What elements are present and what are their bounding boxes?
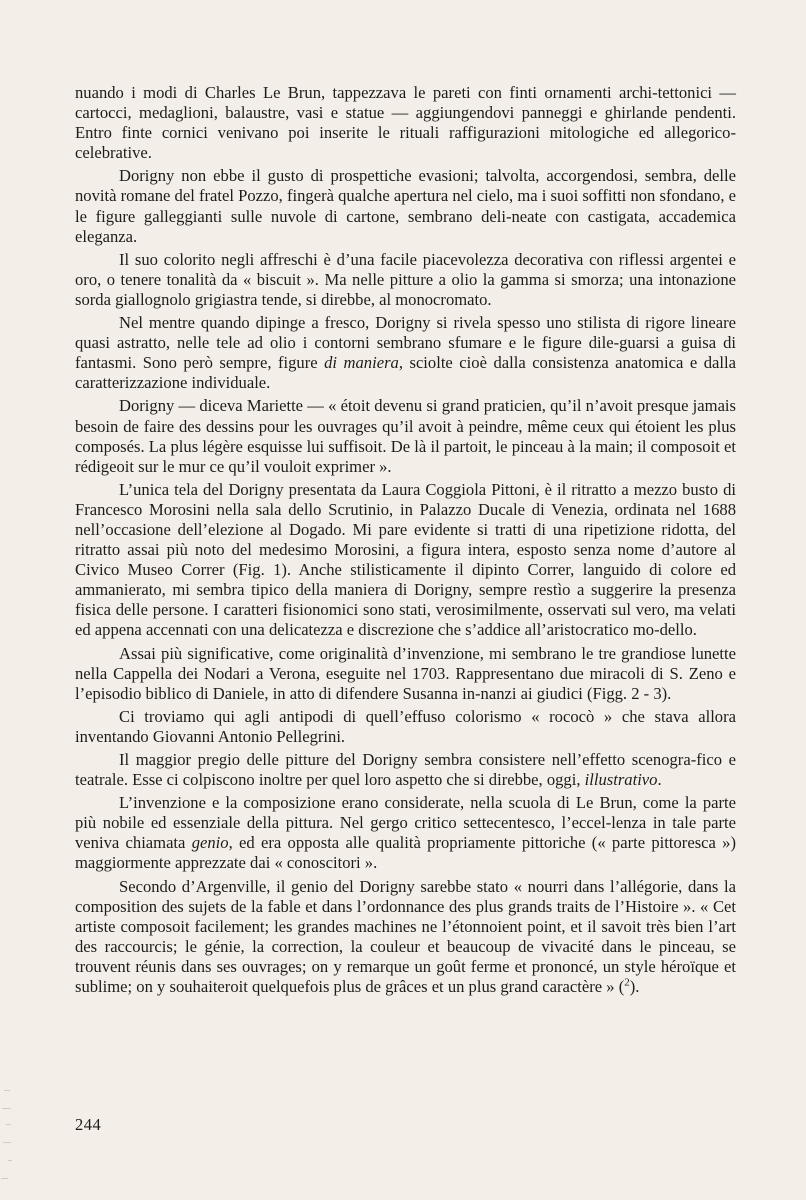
paragraph	[75, 83, 736, 163]
text-run: , sciolte cioè dalla consistenza anatomica e dalla caratterizzazione individuale.	[75, 353, 736, 393]
footnote-reference: 2	[624, 976, 630, 989]
text-run: , ed era opposta alle qualità propriamente pittoriche (« parte pittoresca ») maggiormente apprezzate dai « conoscitori ».	[75, 833, 736, 873]
text-run: L’unica tela del Dorigny presentata da Laura Coggiola Pittoni, è il ritratto a mezzo busto di Francesco Morosini nella sala dello Scrutinio, in Palazzo Ducale di Venezia, ordinata nel 1688 nell’occasione dell’elezione al Dogado. Mi pare evidente si tratti di una ripetizione ridotta, del ritratto assai più noto del medesimo Morosini, a figura intera, esposto senza nome d’autore al Civico Museo Correr (Fig. 1). Anche stilisticamente il dipinto Correr, languido di colore ed ammanierato, mi sembra tipico della maniera di Dorigny, sempre restìo a suggerire la presenza fisica delle persone. I caratteri fisionomici sono stati, verosimilmente, osservati sul vero, ma velati ed appena accennati con una delicatezza e discrezione che s’addice all’aristocratico mo-dello.	[75, 479, 736, 640]
paragraph	[75, 750, 736, 790]
paragraph	[75, 166, 736, 246]
paragraph	[75, 480, 736, 641]
page-number: 244	[75, 1115, 102, 1134]
text-run: Dorigny — diceva Mariette — « étoit devenu si grand praticien, qu’il n’avoit presque jamais besoin de faire des dessins pour les ouvrages qu’il avoit à peindre, même ceux qui étoient les plus composés. La plus légère esquisse lui suffisoit. De là il partoit, le pinceau à la main; il composoit et rédigeoit sur le mur ce qu’il vouloit exprimer ».	[75, 396, 736, 476]
body-text	[75, 83, 736, 1000]
text-run: L’invenzione e la composizione erano considerate, nella scuola di Le Brun, come la parte più nobile ed essenziale della pittura. Nel gergo critico settecentesco, l’eccel-lenza in tale parte veniva chiamata	[75, 793, 736, 853]
text-run: Il maggior pregio delle pitture del Dorigny sembra consistere nell’effetto scenogra-fico e teatrale. Esse ci colpiscono inoltre per quel loro aspetto che si direbbe, oggi,	[75, 750, 736, 790]
paragraph	[75, 793, 736, 873]
italic-term: di maniera	[324, 353, 399, 373]
paragraph	[75, 250, 736, 310]
paragraph	[75, 313, 736, 393]
text-run: Il suo colorito negli affreschi è d’una facile piacevolezza decorativa con riflessi argentei e oro, o tenere tonalità da « biscuit ». Ma nelle pitture a olio la gamma si smorza; una intonazione sorda giallognolo grigiastra tende, si direbbe, al monocromato.	[75, 249, 736, 309]
paragraph	[75, 644, 736, 704]
scan-edge-specks	[0, 1080, 40, 1200]
italic-term: illustrativo	[584, 770, 658, 790]
text-run: Ci troviamo qui agli antipodi di quell’effuso colorismo « rococò » che stava allora inventando Giovanni Antonio Pellegrini.	[75, 706, 736, 746]
paragraph	[75, 877, 736, 998]
text-run: ).	[629, 977, 640, 997]
paragraph	[75, 396, 736, 476]
text-run: nuando i modi di Charles Le Brun, tappezzava le pareti con finti ornamenti archi-tettonici — cartocci, medaglioni, balaustre, vasi e statue — aggiungendovi panneggi e ghirlande pendenti. Entro finte cornici venivano poi inserite le rituali raffigurazioni mitologiche ed allegorico-celebrative.	[75, 83, 736, 163]
text-run: .	[657, 770, 662, 790]
text-run: Secondo d’Argenville, il genio del Dorigny sarebbe stato « nourri dans l’allégorie, dans la composition des sujets de la fable et dans l’ordonnance des plus grands traits de l’Histoire ». « Cet artiste composoit facilement; les grandes machines ne l’étonnoient point, et il savoit très bien l’art des raccourcis; le génie, la correction, la couleur et beaucoup de vivacité dans le pinceau, se trouvent réunis dans ses ouvrages; on y remarque un goût ferme et prononcé, un style héroïque et sublime; on y souhaiteroit quelquefois plus de grâces et un plus grand caractère » (	[75, 876, 736, 997]
text-run: Nel mentre quando dipinge a fresco, Dorigny si rivela spesso uno stilista di rigore lineare quasi astratto, nelle tele ad olio i contorni sembrano sfumare e le figure dile-guarsi a guisa di fantasmi. Sono però sempre, figure	[75, 313, 736, 373]
text-run: Assai più significative, come originalità d’invenzione, mi sembrano le tre grandiose lunette nella Cappella dei Nodari a Verona, eseguite nel 1703. Rappresentano due miracoli di S. Zeno e l’episodio biblico di Daniele, in atto di difendere Susanna in-nanzi ai giudici (Figg. 2 - 3).	[75, 643, 736, 703]
paragraph	[75, 707, 736, 747]
text-run: Dorigny non ebbe il gusto di prospettiche evasioni; talvolta, accorgendosi, sembra, delle novità romane del fratel Pozzo, fingerà qualche apertura nel cielo, ma i suoi soffitti non sfondano, e le figure galleggianti sulle nuvole di cartone, sembrano deli-neate con castigata, accademica eleganza.	[75, 166, 736, 246]
italic-term: genio	[191, 833, 229, 853]
